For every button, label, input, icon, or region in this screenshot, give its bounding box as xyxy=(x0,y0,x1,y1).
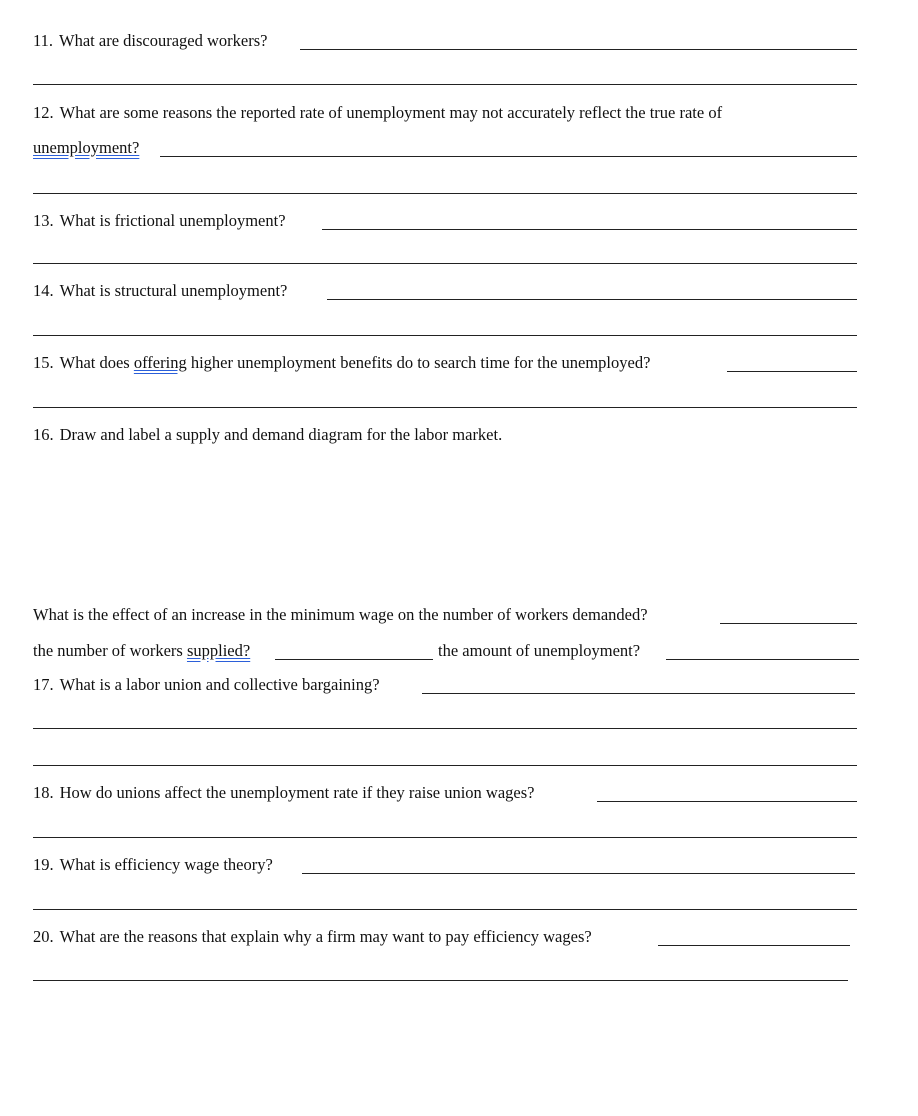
followup-text: What is the effect of an increase in the minimum wage on the number of workers demanded? xyxy=(33,605,648,624)
answer-line[interactable] xyxy=(302,873,855,874)
answer-line[interactable] xyxy=(727,371,857,372)
answer-line[interactable] xyxy=(422,693,855,694)
question-11 xyxy=(33,31,267,51)
question-number: 16. xyxy=(33,425,54,444)
question-number: 20. xyxy=(33,927,54,946)
question-12-continuation xyxy=(33,138,139,158)
answer-line[interactable] xyxy=(33,263,857,264)
answer-line[interactable] xyxy=(33,837,857,838)
answer-line[interactable] xyxy=(597,801,857,802)
question-text-pre: What does xyxy=(59,353,130,372)
answer-line[interactable] xyxy=(33,193,857,194)
answer-line[interactable] xyxy=(160,156,857,157)
question-text: What is efficiency wage theory? xyxy=(59,855,273,874)
question-text: How do unions affect the unemployment rate if they raise union wages? xyxy=(59,783,535,802)
answer-line[interactable] xyxy=(327,299,857,300)
question-16-followup-unemployment xyxy=(438,641,640,661)
question-16-followup-demanded xyxy=(33,605,648,625)
followup-text: the number of workers xyxy=(33,641,183,660)
question-text: What is a labor union and collective bargaining? xyxy=(59,675,380,694)
question-text: What are some reasons the reported rate of unemployment may not accurately reflect the true rate of xyxy=(59,103,723,122)
question-number: 19. xyxy=(33,855,54,874)
question-text-post: higher unemployment benefits do to search time for the unemployed? xyxy=(190,353,651,372)
spellcheck-marked-text: offering xyxy=(133,353,187,372)
question-14 xyxy=(33,281,287,301)
answer-line[interactable] xyxy=(33,728,857,729)
question-number: 12. xyxy=(33,103,54,122)
answer-line[interactable] xyxy=(300,49,857,50)
answer-line[interactable] xyxy=(33,980,848,981)
answer-line[interactable] xyxy=(33,407,857,408)
answer-line[interactable] xyxy=(720,623,857,624)
spellcheck-marked-text: supplied? xyxy=(186,641,251,660)
answer-line[interactable] xyxy=(33,765,857,766)
spellcheck-marked-text: unemployment? xyxy=(33,138,140,157)
answer-line[interactable] xyxy=(658,945,850,946)
question-18 xyxy=(33,783,534,803)
question-15 xyxy=(33,353,650,373)
answer-line[interactable] xyxy=(322,229,857,230)
question-20 xyxy=(33,927,592,947)
question-12 xyxy=(33,103,722,123)
question-text: What is frictional unemployment? xyxy=(59,211,286,230)
question-19 xyxy=(33,855,273,875)
diagram-drawing-area[interactable] xyxy=(33,452,857,592)
answer-line[interactable] xyxy=(33,84,857,85)
question-number: 15. xyxy=(33,353,54,372)
question-16 xyxy=(33,425,502,445)
answer-line[interactable] xyxy=(275,659,433,660)
question-13 xyxy=(33,211,286,231)
question-number: 17. xyxy=(33,675,54,694)
question-text: Draw and label a supply and demand diagram for the labor market. xyxy=(59,425,503,444)
followup-text: the amount of unemployment? xyxy=(438,641,641,660)
question-16-followup-supplied xyxy=(33,641,250,661)
question-text: What are discouraged workers? xyxy=(59,31,268,50)
question-number: 18. xyxy=(33,783,54,802)
question-number: 11. xyxy=(33,31,54,50)
answer-line[interactable] xyxy=(33,909,857,910)
answer-line[interactable] xyxy=(33,335,857,336)
question-17 xyxy=(33,675,380,695)
question-text: What is structural unemployment? xyxy=(59,281,288,300)
answer-line[interactable] xyxy=(666,659,859,660)
question-text: What are the reasons that explain why a firm may want to pay efficiency wages? xyxy=(59,927,592,946)
question-number: 14. xyxy=(33,281,54,300)
question-number: 13. xyxy=(33,211,54,230)
